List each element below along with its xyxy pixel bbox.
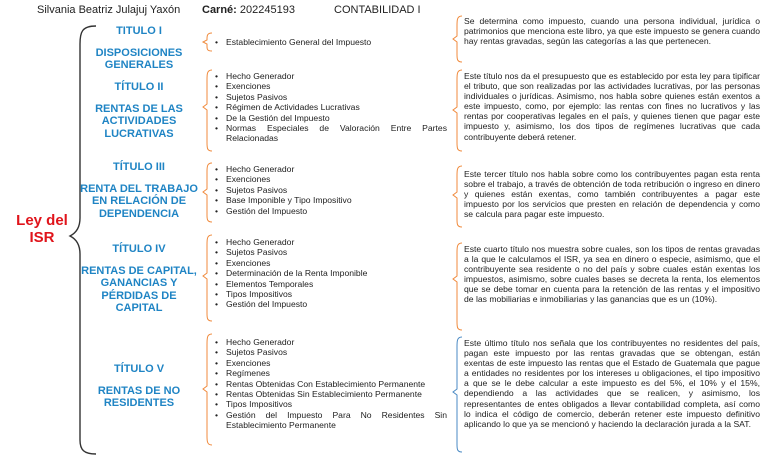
section-5-items <box>215 337 447 431</box>
section-2-items <box>215 71 447 144</box>
section-4-description: Este cuarto título nos muestra sobre cuales, son los tipos de rentas gravadas a la que le calculamos el ISR, ya sea en dinero o especie, asimismo, que el contribuyente sea residente o no del país y sobre cuales están exentas los impuestos, asimismo, sobre cuales bases se decreta la renta, los elementos que se debe tomar en cuenta para la retención de las rentas y el impositivo de las mobiliarias e inmobiliarias y las ganancias que es un (10%). <box>464 244 760 305</box>
list-item: • Determinación de la Renta Imponible <box>215 268 447 278</box>
section-3-number: TÍTULO III <box>113 161 165 173</box>
section-1-description: Se determina como impuesto, cuando una persona individual, jurídica o patrimonios que menciona este libro, ya que este impuesto se genera cuando hay rentas gravadas, según las categorías a las que pertenecen. <box>464 16 760 47</box>
list-item: • Gestión del Impuesto <box>215 299 447 309</box>
list-item: • Elementos Temporales <box>215 279 447 289</box>
list-brace-2 <box>203 70 212 151</box>
list-item: • Sujetos Pasivos <box>215 92 447 102</box>
section-1-title <box>78 25 200 72</box>
list-brace-3 <box>203 163 212 222</box>
section-4-name: RENTAS DE CAPITAL, GANANCIAS Y PÉRDIDAS DE CAPITAL <box>81 264 197 314</box>
list-item: • Normas Especiales de Valoración Entre Partes Relacionadas <box>215 123 447 144</box>
desc-brace-3 <box>453 166 462 227</box>
list-item: • Exenciones <box>215 358 447 368</box>
list-item: • Rentas Obtenidas Con Establecimiento Permanente <box>215 379 447 389</box>
root-line-1: Ley del <box>16 212 68 229</box>
root-line-2: ISR <box>29 229 55 246</box>
section-5-description: Este último título nos señala que los contribuyentes no residentes del país, pagan este impuesto por las rentas gravadas que se obtengan, están exentas de este impuesto las rentas que el Estado de Guatemala que pague a entidades no residentes por los intereses u obligaciones, el tipo impositivo a que se le debe calcular a este impuesto es del 5%, el 10% y el 15%, dependiendo a las actividades que se realicen, y asimismo, los representantes de entes obligados a llevar contabilidad completa, así como lo indica el código de comercio, deberán retener este impuesto definitivo aplicando lo que ya se mencionó y haciendo la declaración jurada a la SAT. <box>464 338 760 429</box>
list-item: • De la Gestión del Impuesto <box>215 113 447 123</box>
list-item: • Tipos Impositivos <box>215 399 447 409</box>
section-3-items <box>215 164 447 216</box>
carne-label: Carné: <box>202 4 237 16</box>
section-2-number: TÍTULO II <box>114 81 164 93</box>
list-item: • Gestión del Impuesto <box>215 206 447 216</box>
desc-brace-5 <box>453 337 462 452</box>
desc-brace-2 <box>453 70 462 151</box>
list-item: • Hecho Generador <box>215 71 447 81</box>
list-item: • Hecho Generador <box>215 164 447 174</box>
list-item: • Sujetos Pasivos <box>215 185 447 195</box>
section-2-description: Este título nos da el presupuesto que es establecido por esta ley para tipificar el tributo, que son realizadas por las actividades lucrativas, por las personas individuales o jurídicas. Asimismo, nos habla sobre quienes están exentos a este impuesto, como, por ejemplo: las rentas con fines no lucrativos y las rentas por cooperativas legales en el país, y quienes tienen que pagar este impuesto y, asimismo, los dos tipos de regímenes lucrativas que cada contribuyente deberá retener. <box>464 71 760 142</box>
list-item: • Exenciones <box>215 81 447 91</box>
list-item: • Régimen de Actividades Lucrativas <box>215 102 447 112</box>
section-1-number: TITULO I <box>116 25 162 37</box>
carne-value: 202245193 <box>239 4 295 16</box>
list-item: • Hecho Generador <box>215 337 447 347</box>
section-4-title <box>78 243 200 315</box>
section-2-title <box>78 81 200 140</box>
desc-brace-1 <box>453 16 462 62</box>
desc-brace-4 <box>453 243 462 330</box>
list-item: • Establecimiento General del Impuesto <box>215 37 447 47</box>
list-item: • Regímenes <box>215 368 447 378</box>
list-brace-1 <box>203 33 212 51</box>
list-item: • Rentas Obtenidas Sin Establecimiento Permanente <box>215 389 447 399</box>
list-item: • Tipos Impositivos <box>215 289 447 299</box>
course-name: CONTABILIDAD I <box>334 4 421 16</box>
section-1-name: DISPOSICIONES GENERALES <box>95 46 183 71</box>
section-3-name: RENTA DEL TRABAJO EN RELACIÓN DE DEPENDENCIA <box>80 182 198 220</box>
section-3-description: Este tercer título nos habla sobre como los contribuyentes pagan esta renta sobre el trabajo, a través de obtención de toda retribución o ingreso en dinero y quienes están exentas, como también contribuyentes a pagar este impuesto por los servicios que presten en relación de dependencia y como se calcula para pagar este impuesto. <box>464 169 760 220</box>
list-item: • Exenciones <box>215 174 447 184</box>
list-item: • Gestión del Impuesto Para No Residentes Sin Establecimiento Permanente <box>215 410 447 431</box>
section-4-items <box>215 237 447 310</box>
section-4-number: TÍTULO IV <box>112 243 166 255</box>
root-label <box>14 212 70 246</box>
list-item: • Sujetos Pasivos <box>215 247 447 257</box>
list-item: • Hecho Generador <box>215 237 447 247</box>
section-5-title <box>78 363 200 410</box>
list-item: • Exenciones <box>215 258 447 268</box>
list-item: • Sujetos Pasivos <box>215 347 447 357</box>
list-brace-5 <box>203 334 212 445</box>
section-2-name: RENTAS DE LAS ACTIVIDADES LUCRATIVAS <box>95 102 183 140</box>
author-name: Silvania Beatriz Julajuj Yaxón <box>37 4 181 16</box>
section-5-name: RENTAS DE NO RESIDENTES <box>97 384 181 409</box>
list-brace-4 <box>203 235 212 321</box>
section-3-title <box>78 161 200 220</box>
section-1-items <box>215 37 447 47</box>
list-item: • Base Imponible y Tipo Impositivo <box>215 195 447 205</box>
section-5-number: TÍTULO V <box>113 363 165 375</box>
